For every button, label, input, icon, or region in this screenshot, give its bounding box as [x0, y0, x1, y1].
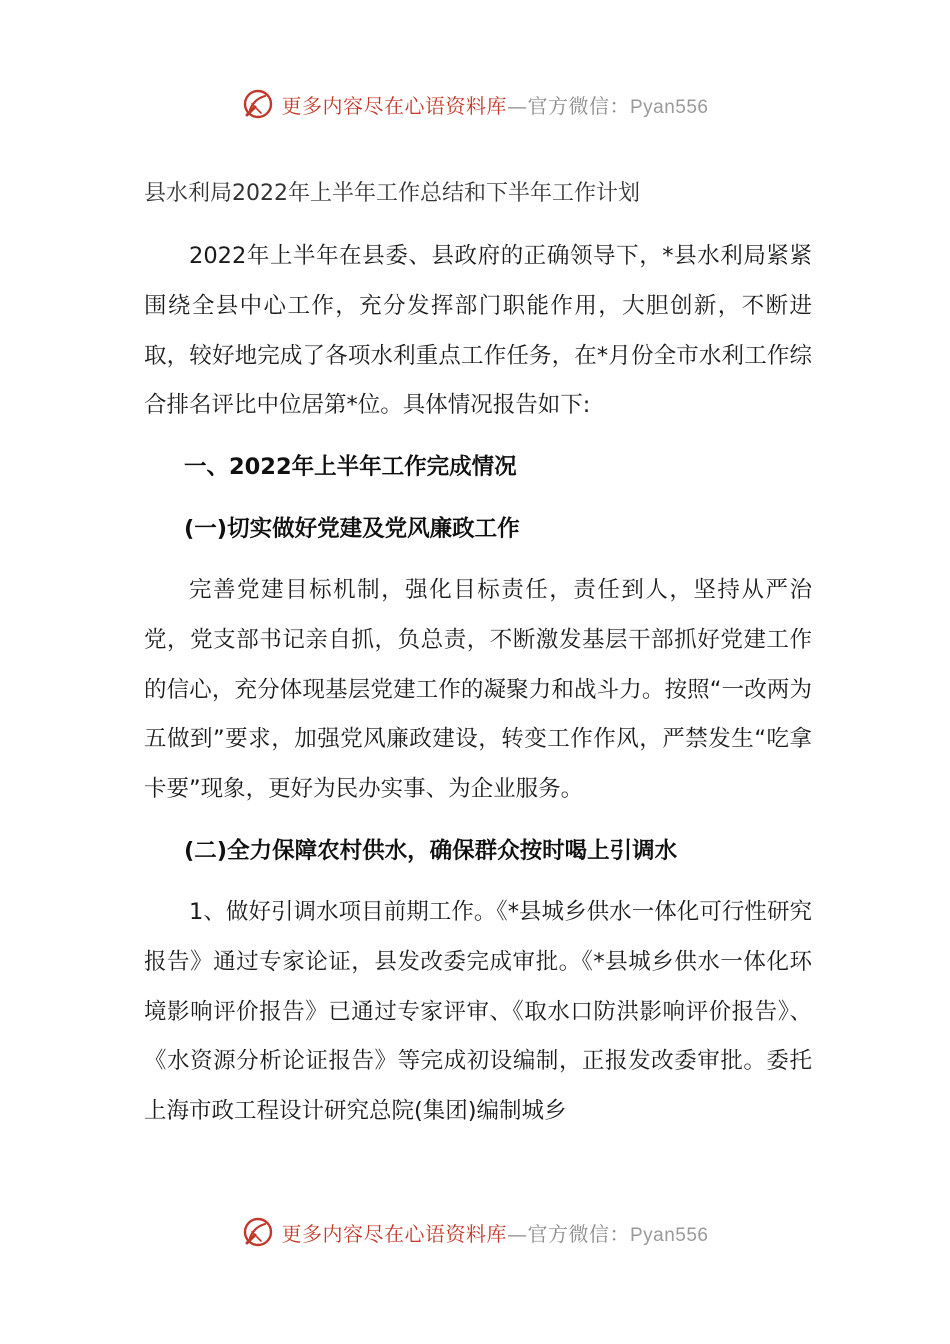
watermark-site-text: 更多内容尽在心语资料库 — [281, 1221, 507, 1246]
watermark-wechat-id: Pyan556 — [629, 96, 709, 118]
watermark-dash: — — [506, 1221, 528, 1246]
pen-logo-icon — [241, 1215, 275, 1249]
subsection-2-heading: (二)全力保障农村供水，确保群众按时喝上引调水 — [184, 838, 678, 864]
watermark-wechat-label: 官方微信： — [527, 1221, 630, 1246]
watermark-text — [281, 1218, 708, 1247]
subsection-2-item-1: 1、做好引调水项目前期工作。《*县城乡供水一体化可行性研究报告》通过专家论证，县发改委完成审批。《*县城乡供水一体化环境影响评价报告》已通过专家评审、《取水口防洪影响评价报告》、《水资源分析论证报告》等完成初设编制，正报发改委审批。委托上海市政工程设计研究总院(集团)编制城乡 — [144, 899, 812, 1125]
subsection-1-body: 完善党建目标机制，强化目标责任，责任到人，坚持从严治党，党支部书记亲自抓，负总责，不断激发基层干部抓好党建工作的信心，充分体现基层党建工作的凝聚力和战斗力。按照“一改两为五做到”要求，加强党风廉政建设，转变工作作风，严禁发生“吃拿卡要”现象，更好为民办实事、为企业服务。 — [144, 577, 812, 803]
watermark-wechat-id: Pyan556 — [629, 1224, 709, 1246]
watermark-banner-bottom — [0, 1210, 950, 1254]
watermark-wechat-label: 官方微信： — [527, 93, 630, 118]
intro-paragraph: 2022年上半年在县委、县政府的正确领导下，*县水利局紧紧围绕全县中心工作，充分发挥部门职能作用，大胆创新，不断进取，较好地完成了各项水利重点工作任务，在*月份全市水利工作综合排名评比中位居第*位。具体情况报告如下: — [144, 243, 812, 419]
subsection-1-heading: (一)切实做好党建及党风廉政工作 — [184, 516, 520, 542]
document-title: 县水利局2022年上半年工作总结和下半年工作计划 — [144, 181, 640, 206]
watermark-site-text: 更多内容尽在心语资料库 — [281, 93, 507, 118]
section-1-heading: 一、2022年上半年工作完成情况 — [184, 454, 517, 480]
watermark-text — [281, 90, 708, 119]
watermark-dash: — — [506, 93, 528, 118]
watermark-banner-top — [0, 82, 950, 126]
pen-logo-icon — [241, 87, 275, 121]
